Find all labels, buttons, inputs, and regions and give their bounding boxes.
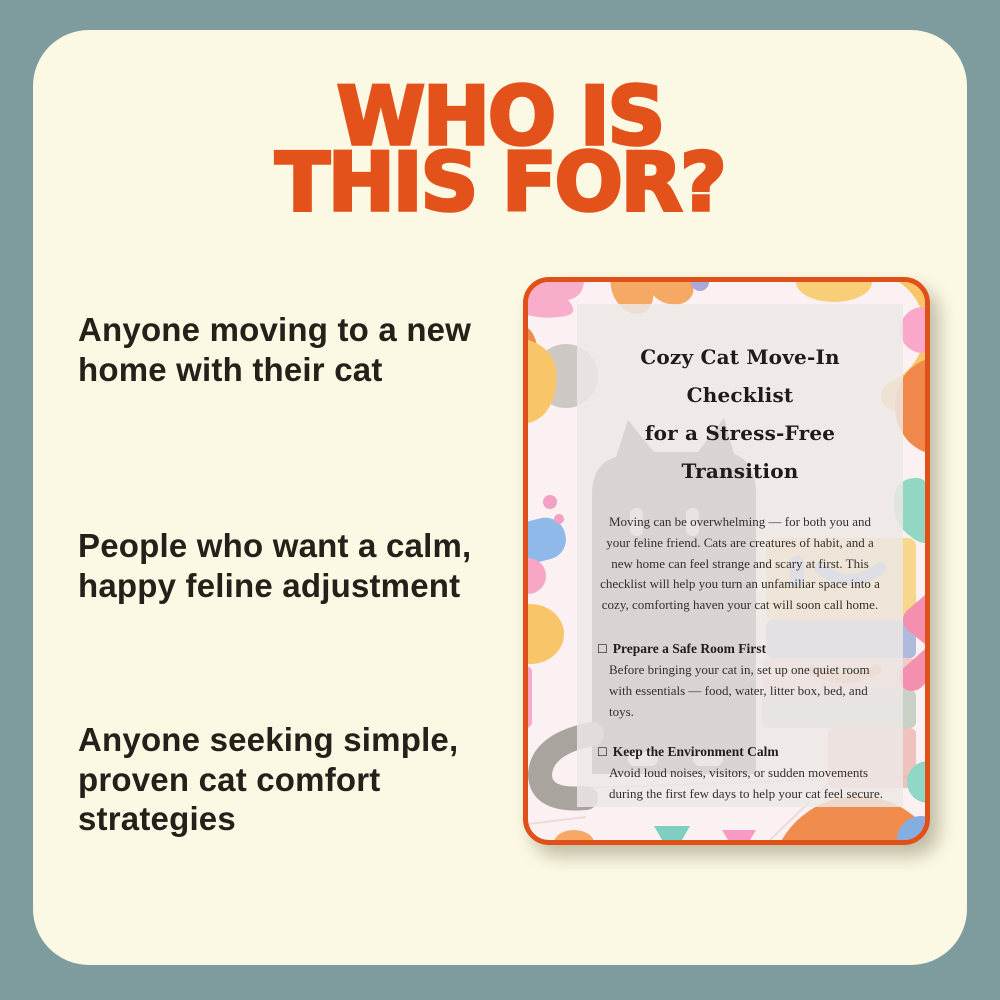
checklist-item-2 (597, 744, 883, 805)
card-title-line2: for a Stress-Free Transition (644, 421, 836, 483)
checklist-item-1-body: Before bringing your cat in, set up one quiet room with essentials — food, water, litter box, bed, and toys. (609, 661, 870, 719)
checkbox-icon: ☐ (597, 641, 608, 656)
teal-trapezoid-bottom (654, 826, 690, 840)
pink-bar-left (528, 666, 532, 728)
page-title (33, 70, 967, 229)
pink-blob-top-left (528, 282, 584, 318)
pink-trapezoid-bottom (722, 830, 756, 840)
checkbox-icon: ☐ (597, 745, 608, 760)
card-content (577, 304, 903, 807)
page-title-line1: WHO IS (336, 70, 664, 163)
audience-item-3: Anyone seeking simple, proven cat comfort strategies (78, 721, 459, 838)
card-title-line1: Cozy Cat Move-In Checklist (640, 345, 840, 407)
content-panel (33, 30, 967, 965)
orange-blob-bottom-left (554, 830, 594, 840)
pink-circle-right (900, 307, 925, 353)
checklist-card-preview (523, 277, 930, 845)
audience-item-2: People who want a calm, happy feline adjustment (78, 527, 472, 604)
page-title-line2: THIS FOR? (275, 135, 725, 229)
checklist-item-2-body: Avoid loud noises, visitors, or sudden movements during the first few days to help your cat feel secure. (609, 765, 883, 802)
checklist-item-1-heading: Prepare a Safe Room First (612, 640, 766, 656)
pink-dot-left-1 (543, 495, 557, 509)
card-intro: Moving can be overwhelming — for both you and your feline friend. Cats are creatures of habit, and a new home can feel strange and scary at first. This checklist will help you turn an unfamiliar space into a cozy, comforting haven your cat will soon call home. (600, 514, 880, 613)
checklist-item-2-heading: Keep the Environment Calm (612, 744, 779, 760)
yellow-blob-left-2 (528, 604, 564, 664)
checklist-item-1 (597, 641, 883, 722)
audience-item-1: Anyone moving to a new home with their cat (78, 311, 472, 388)
card-title (597, 338, 883, 490)
yellow-blob-top (796, 282, 872, 302)
pink-dot-left-2 (554, 514, 564, 524)
lavender-dot-top (691, 282, 709, 291)
checklist-item-1-heading-row (597, 641, 883, 657)
pink-circle-left (528, 558, 546, 594)
checklist-item-2-heading-row (597, 744, 883, 760)
